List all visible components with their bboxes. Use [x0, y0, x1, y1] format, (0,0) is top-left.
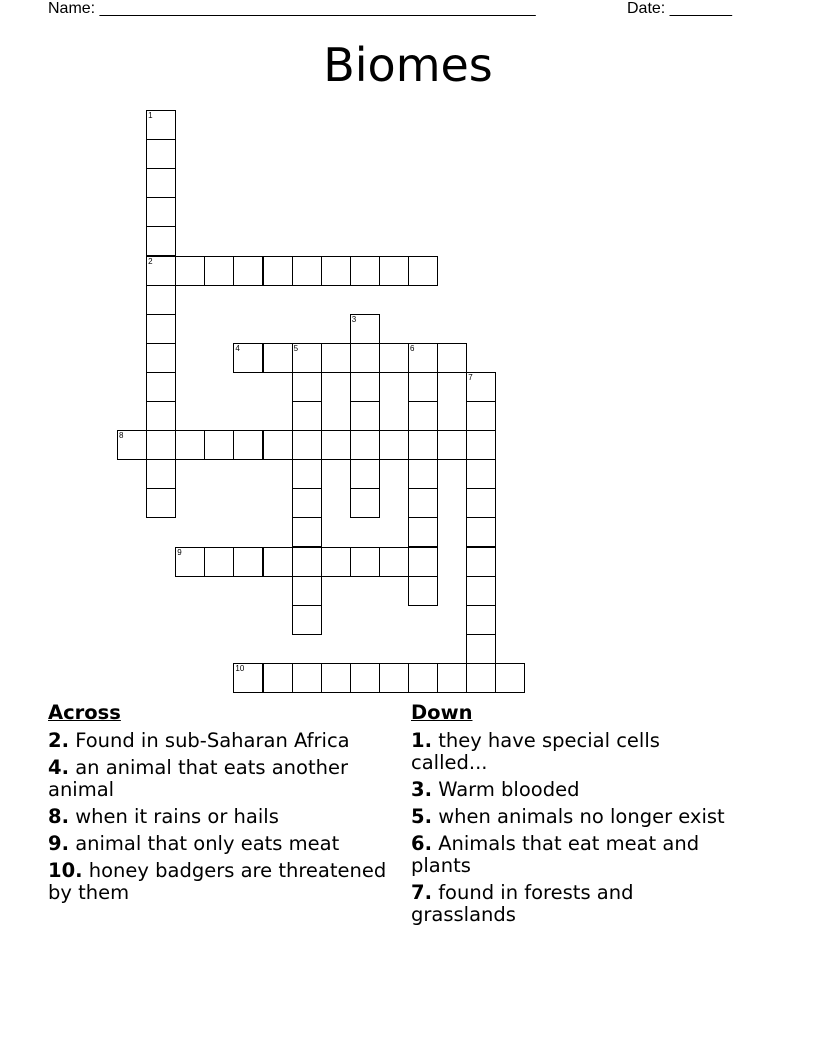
grid-cell[interactable]: [321, 547, 351, 577]
clue-number: 5: [293, 343, 299, 353]
grid-cell[interactable]: [233, 663, 263, 693]
grid-cell[interactable]: [350, 459, 380, 489]
grid-cell[interactable]: [495, 663, 525, 693]
grid-cell[interactable]: [292, 517, 322, 547]
grid-cell[interactable]: [466, 663, 496, 693]
grid-cell[interactable]: [437, 663, 467, 693]
grid-cell[interactable]: [146, 488, 176, 518]
grid-cell[interactable]: [408, 576, 438, 606]
grid-cell[interactable]: [146, 401, 176, 431]
grid-cell[interactable]: [175, 430, 205, 460]
date-field-label: Date: _______: [627, 0, 732, 17]
grid-cell[interactable]: [466, 430, 496, 460]
clue-number: 1: [148, 111, 153, 120]
grid-cell[interactable]: [263, 430, 293, 460]
grid-cell[interactable]: [292, 372, 322, 402]
grid-cell[interactable]: [350, 372, 380, 402]
grid-cell[interactable]: [379, 663, 409, 693]
name-field-label: Name: _________________________________________________: [48, 0, 536, 17]
grid-cell[interactable]: [379, 256, 409, 286]
grid-cell[interactable]: [408, 256, 438, 286]
clue-across-10: 10. honey badgers are threatened by them: [48, 859, 387, 904]
grid-cell[interactable]: [466, 547, 496, 577]
grid-cell[interactable]: [408, 459, 438, 489]
grid-cell[interactable]: [292, 488, 322, 518]
clue-number: 10: [235, 663, 245, 673]
clue-across-2: 2. Found in sub-Saharan Africa: [48, 729, 350, 752]
down-clues: [411, 700, 741, 931]
grid-cell[interactable]: [350, 401, 380, 431]
grid-cell[interactable]: [466, 634, 496, 664]
page-title: Biomes: [323, 38, 493, 92]
grid-cell[interactable]: [408, 430, 438, 460]
clue-down-3: 3. Warm blooded: [411, 778, 580, 801]
grid-cell[interactable]: [175, 256, 205, 286]
down-heading: Down: [411, 701, 473, 724]
grid-cell[interactable]: [263, 663, 293, 693]
clue-across-8: 8. when it rains or hails: [48, 805, 279, 828]
grid-cell[interactable]: [233, 547, 263, 577]
grid-cell[interactable]: [350, 488, 380, 518]
grid-cell[interactable]: [321, 256, 351, 286]
grid-cell[interactable]: [466, 459, 496, 489]
grid-cell[interactable]: [146, 197, 176, 227]
grid-cell[interactable]: [466, 401, 496, 431]
grid-cell[interactable]: [437, 343, 467, 373]
grid-cell[interactable]: [321, 663, 351, 693]
grid-cell[interactable]: [466, 517, 496, 547]
clue-number: 6: [410, 343, 415, 353]
grid-cell[interactable]: [408, 488, 438, 518]
clue-number: 3: [351, 314, 357, 324]
clue-number: 8: [119, 431, 124, 441]
grid-cell[interactable]: [146, 459, 176, 489]
clue-down-5: 5. when animals no longer exist: [411, 805, 725, 828]
clue-down-6: 6. Animals that eat meat and plants: [411, 832, 700, 877]
grid-cell[interactable]: [408, 343, 438, 373]
grid-cell[interactable]: [263, 343, 293, 373]
grid-cell[interactable]: [146, 168, 176, 198]
grid-cell[interactable]: [408, 663, 438, 693]
across-clues: [48, 700, 388, 909]
grid-cell[interactable]: [321, 430, 351, 460]
grid-cell[interactable]: [466, 576, 496, 606]
grid-cell[interactable]: [350, 663, 380, 693]
clue-number: 7: [468, 372, 473, 382]
grid-cell[interactable]: [350, 343, 380, 373]
grid-cell[interactable]: [204, 547, 234, 577]
grid-cell[interactable]: [204, 256, 234, 286]
grid-cell[interactable]: [292, 343, 322, 373]
grid-cell[interactable]: [146, 256, 176, 286]
grid-cell[interactable]: [466, 605, 496, 635]
grid-cell[interactable]: [350, 314, 380, 344]
grid-cell[interactable]: [350, 256, 380, 286]
grid-cell[interactable]: [233, 256, 263, 286]
clue-number: 4: [235, 343, 240, 353]
grid-cell[interactable]: [292, 256, 322, 286]
grid-cell[interactable]: [292, 663, 322, 693]
grid-cell[interactable]: [292, 401, 322, 431]
clue-across-9: 9. animal that only eats meat: [48, 832, 340, 855]
grid-cell[interactable]: [466, 488, 496, 518]
grid-cell[interactable]: [292, 459, 322, 489]
across-heading: Across: [48, 701, 121, 724]
clue-number: 2: [148, 256, 153, 266]
grid-cell[interactable]: [292, 605, 322, 635]
grid-cell[interactable]: [379, 547, 409, 577]
grid-cell[interactable]: [466, 372, 496, 402]
grid-cell[interactable]: [146, 372, 176, 402]
grid-cell[interactable]: [117, 430, 147, 460]
clue-number: 9: [177, 547, 182, 557]
clue-down-7: 7. found in forests and grasslands: [411, 881, 634, 926]
grid-cell[interactable]: [146, 343, 176, 373]
clue-across-4: 4. an animal that eats another animal: [48, 756, 348, 801]
grid-cell[interactable]: [146, 226, 176, 256]
grid-cell[interactable]: [146, 285, 176, 315]
grid-cell[interactable]: [408, 401, 438, 431]
grid-cell[interactable]: [350, 430, 380, 460]
grid-cell[interactable]: [233, 430, 263, 460]
grid-cell[interactable]: [321, 343, 351, 373]
grid-cell[interactable]: [408, 372, 438, 402]
grid-cell[interactable]: [408, 547, 438, 577]
grid-cell[interactable]: [292, 547, 322, 577]
grid-cell[interactable]: [146, 314, 176, 344]
grid-cell[interactable]: [175, 547, 205, 577]
grid-cell[interactable]: [146, 110, 176, 140]
grid-cell[interactable]: [350, 547, 380, 577]
grid-cell[interactable]: [233, 343, 263, 373]
grid-cell[interactable]: [292, 430, 322, 460]
grid-cell[interactable]: [263, 547, 293, 577]
grid-cell[interactable]: [437, 430, 467, 460]
grid-cell[interactable]: [263, 256, 293, 286]
grid-cell[interactable]: [146, 430, 176, 460]
grid-cell[interactable]: [292, 576, 322, 606]
clue-down-1: 1. they have special cells called...: [411, 729, 660, 774]
grid-cell[interactable]: [408, 517, 438, 547]
grid-cell[interactable]: [379, 430, 409, 460]
grid-cell[interactable]: [379, 343, 409, 373]
grid-cell[interactable]: [204, 430, 234, 460]
grid-cell[interactable]: [146, 139, 176, 169]
